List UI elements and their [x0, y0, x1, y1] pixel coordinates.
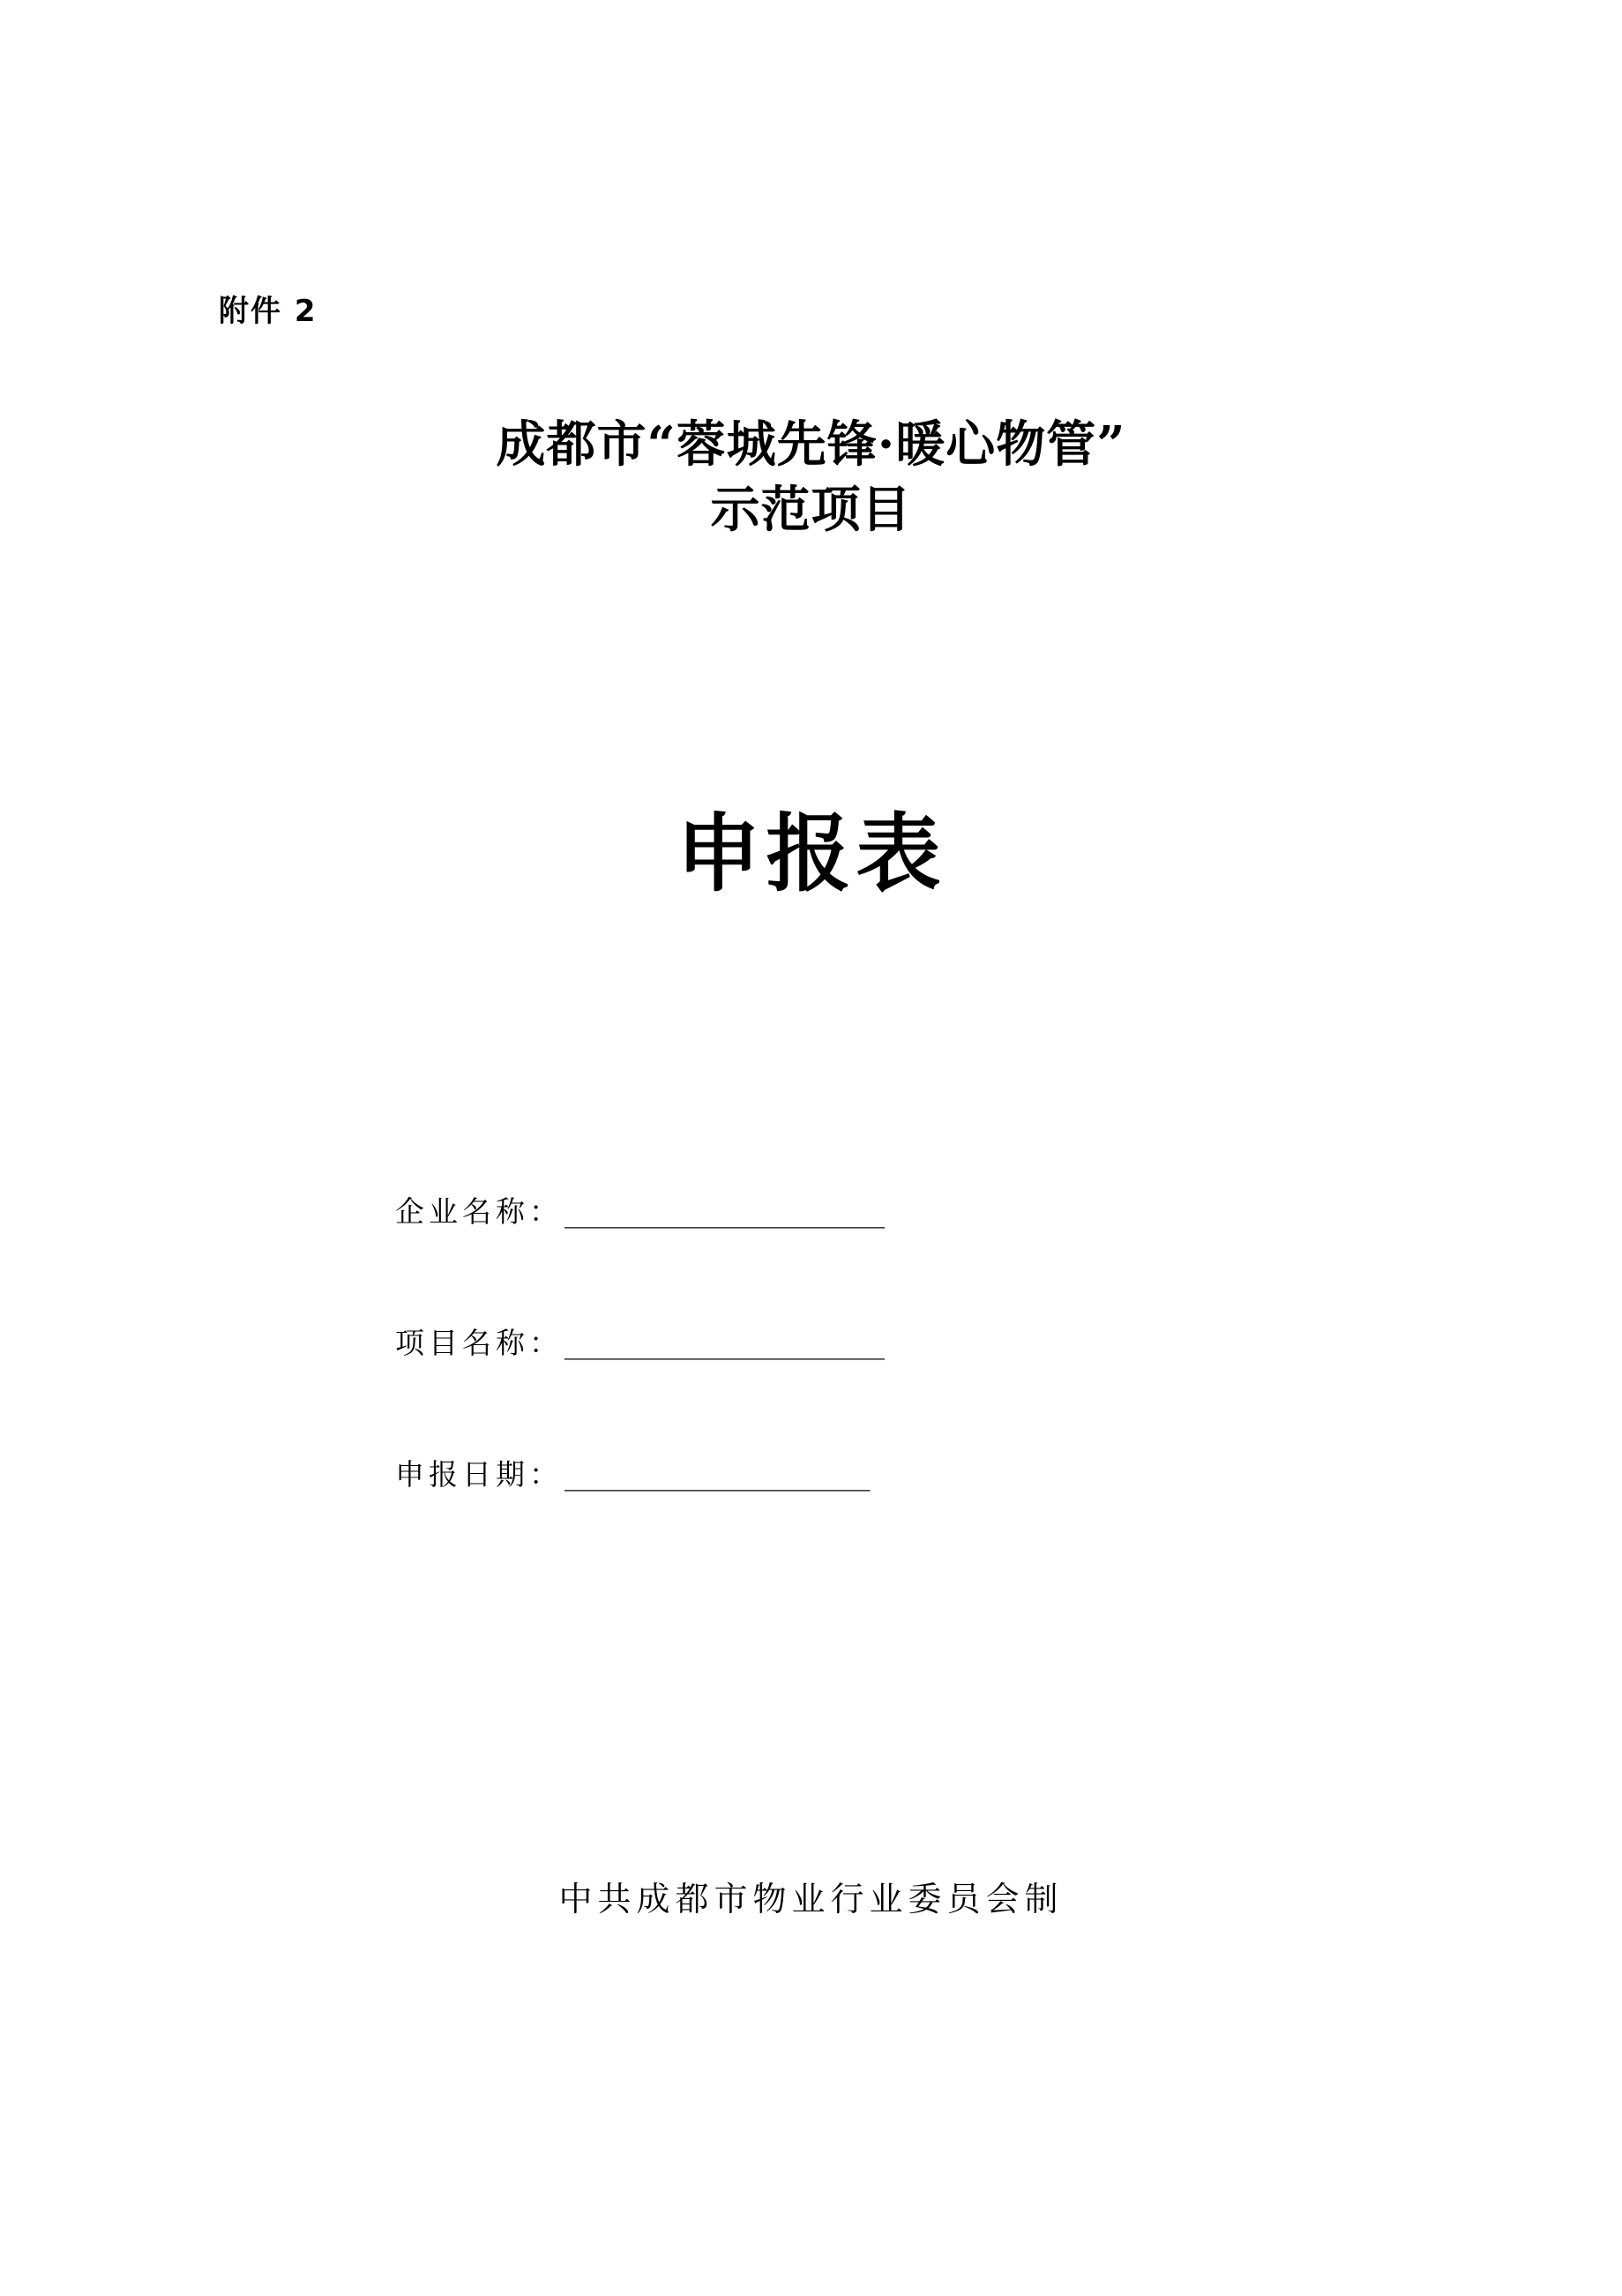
form-fields [395, 1189, 1189, 1493]
document-title-line-1: 成都市“蓉城先锋·暖心物管” [496, 415, 1126, 474]
field-row-application-date [395, 1452, 1189, 1493]
project-name-blank[interactable]: ______________________ [564, 1326, 885, 1360]
document-title-block [0, 413, 1622, 543]
document-title-line-2: 示范项目 [710, 480, 912, 539]
form-title: 申报表 [676, 804, 946, 903]
application-date-blank[interactable]: _____________________ [564, 1457, 871, 1492]
field-row-company-name [395, 1189, 1189, 1230]
issuing-organization: 中共成都市物业行业委员会制 [558, 1880, 1064, 1918]
application-date-label: 申报日期： [395, 1457, 563, 1492]
field-row-project-name [395, 1320, 1189, 1362]
attachment-label: 附件 2 [219, 294, 318, 329]
company-name-label: 企业名称： [395, 1194, 563, 1229]
project-name-label: 项目名称： [395, 1326, 563, 1360]
company-name-blank[interactable]: ______________________ [564, 1194, 885, 1229]
